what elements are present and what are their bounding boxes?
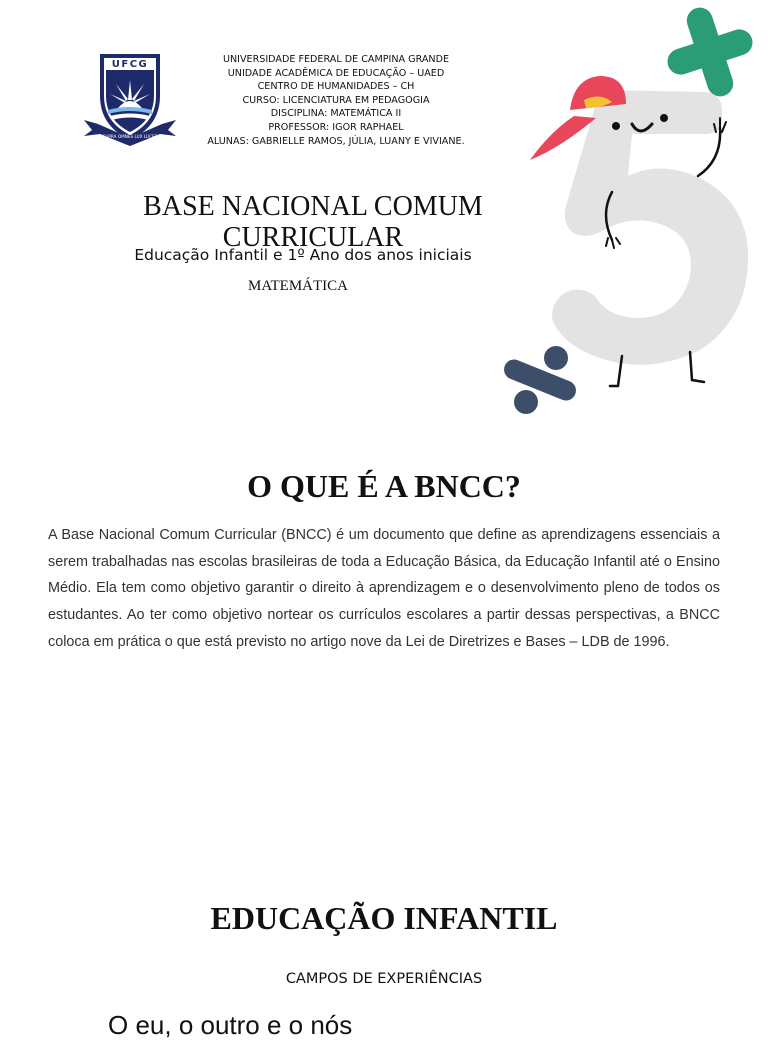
section-heading-bncc: O QUE É A BNCC? — [247, 468, 521, 504]
section-heading-educacao-infantil: EDUCAÇÃO INFANTIL — [210, 900, 558, 936]
document-title: BASE NACIONAL COMUM CURRICULAR — [143, 191, 483, 253]
campos-de-experiencias-subheading: CAMPOS DE EXPERIÊNCIAS — [285, 971, 483, 987]
bncc-description-paragraph: A Base Nacional Comum Curricular (BNCC) é um documento que define as aprendizagens essenciais a serem trabalhadas nas escolas brasileiras de toda a Educação Básica, da Educação Infantil até o Ensino Médio. Ela tem como objetivo garantir o direito à aprendizagem e o desenvolvimento pleno de todos os estudantes. Ao ter como objetivo nortear os currículos escolares a partir dessas perspectivas, a BNCC coloca em prática o que está previsto no artigo nove da Lei de Diretrizes e Bases – LDB de 1996. — [48, 527, 720, 650]
institution-header — [186, 53, 486, 148]
document-subtitle: Educação Infantil e 1º Ano dos anos iniciais — [134, 246, 472, 264]
header-line: ALUNAS: GABRIELLE RAMOS, JÚLIA, LUANY E VIVIANE. — [207, 135, 465, 147]
header-line: UNIDADE ACADÊMICA DE EDUCAÇÃO – UAED — [227, 67, 445, 79]
number-five-mascot-illustration — [500, 0, 768, 430]
ufcg-logo — [80, 48, 180, 148]
number-five-body — [552, 90, 748, 365]
logo-text: UFCG — [111, 59, 149, 70]
header-line: CENTRO DE HUMANIDADES – CH — [257, 81, 415, 93]
header-line: DISCIPLINA: MATEMÁTICA II — [270, 108, 402, 120]
cut-off-list-item: O eu, o outro e o nós — [108, 1010, 353, 1040]
header-line: CURSO: LICENCIATURA EM PEDAGOGIA — [242, 94, 430, 106]
header-line: UNIVERSIDADE FEDERAL DE CAMPINA GRANDE — [222, 54, 450, 65]
header-line: PROFESSOR: IGOR RAPHAEL — [268, 121, 404, 133]
document-subject: MATEMÁTICA — [248, 278, 348, 294]
divide-sign-icon — [501, 346, 579, 414]
logo-motto: SUPRA OMNES LUX LUCES — [102, 134, 158, 139]
